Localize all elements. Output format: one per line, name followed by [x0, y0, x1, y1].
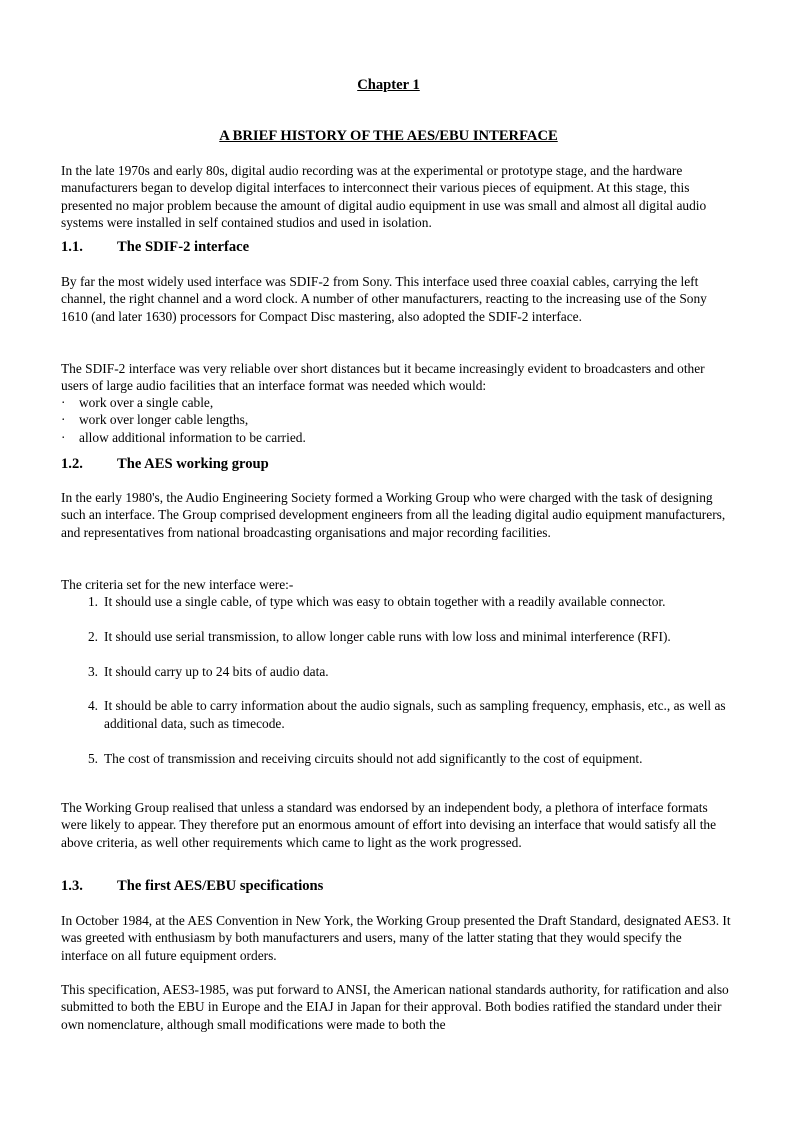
criteria-item [61, 663, 731, 680]
aes3-ratification-paragraph: This specification, AES3-1985, was put forward to ANSI, the American national standards authority, for ratification and also submitted to both the EBU in Europe and the EIAJ in Japan for their approval. Both bodies ratified the standard under their own nomenclature, although small modifications were made to both the [61, 982, 729, 1032]
section-number: 1.3. [61, 878, 83, 894]
bullet-marker: · [61, 429, 66, 445]
section-number: 1.1. [61, 239, 83, 255]
bullet-marker: · [61, 412, 66, 428]
list-item [61, 411, 731, 428]
criteria-number: 4. [87, 698, 98, 714]
section-number: 1.2. [61, 456, 83, 472]
criteria-number: 2. [87, 628, 98, 644]
criteria-text: The cost of transmission and receiving circuits should not add significantly to the cost of equipment. [104, 750, 643, 766]
criteria-list [61, 593, 731, 784]
list-item-text: allow additional information to be carried. [79, 429, 306, 445]
document-title: A BRIEF HISTORY OF THE AES/EBU INTERFACE [219, 128, 558, 144]
requirements-list [61, 394, 731, 446]
sdif2-paragraph: By far the most widely used interface was SDIF-2 from Sony. This interface used three coaxial cables, carrying the left channel, the right channel and a word clock. A number of other manufacturers, reacting to the increasing use of the Sony 1610 (and later 1630) processors for Compact Disc mastering, also adopted the SDIF-2 interface. [61, 274, 707, 324]
criteria-intro: The criteria set for the new interface were:- [61, 577, 294, 592]
section-heading-1-1 [61, 238, 731, 256]
list-item-text: work over a single cable, [79, 395, 214, 410]
intro-paragraph: In the late 1970s and early 80s, digital audio recording was at the experimental or prototype stage, and the hardware manufacturers began to develop digital interfaces to interconnect their various pieces of equipment. At this stage, this presented no major problem because the amount of digital audio equipment in use was small and almost all digital audio systems were installed in self contained studios and used in isolation. [61, 163, 707, 231]
sdif2-reliability-paragraph: The SDIF-2 interface was very reliable over short distances but it became increasingly evident to broadcasters and other users of large audio facilities that an interface format was needed which would: [61, 361, 705, 394]
aes3-draft-paragraph: In October 1984, at the AES Convention in New York, the Working Group presented the Draft Standard, designated AES3. It was greeted with enthusiasm by both manufacturers and users, many of the latter stating that they would specify the interface on all future equipment orders. [61, 913, 731, 963]
criteria-item [61, 593, 731, 610]
section-title: The SDIF-2 interface [117, 239, 250, 255]
criteria-number: 1. [87, 594, 98, 609]
criteria-item [61, 697, 731, 732]
working-group-paragraph: In the early 1980's, the Audio Engineering Society formed a Working Group who were charged with the task of designing such an interface. The Group comprised development engineers from all the leading digital audio equipment manufacturers, and representatives from national broadcasting organisations and major recording facilities. [61, 490, 726, 540]
chapter-title: Chapter 1 [357, 77, 420, 93]
section-title: The first AES/EBU specifications [117, 878, 324, 894]
criteria-text: It should be able to carry information about the audio signals, such as sampling frequency, emphasis, etc., as well as additional data, such as timecode. [104, 698, 726, 731]
list-item [61, 429, 731, 446]
list-item [61, 394, 731, 411]
criteria-text: It should carry up to 24 bits of audio data. [104, 663, 329, 679]
section-heading-1-3 [61, 877, 731, 895]
criteria-number: 5. [87, 750, 98, 766]
criteria-number: 3. [87, 663, 98, 679]
list-item-text: work over longer cable lengths, [79, 412, 249, 428]
bullet-marker: · [61, 395, 66, 410]
criteria-text: It should use serial transmission, to allow longer cable runs with low loss and minimal interference (RFI). [104, 628, 671, 644]
criteria-item [61, 628, 731, 645]
section-heading-1-2 [61, 455, 731, 473]
section-title: The AES working group [117, 456, 269, 472]
criteria-item [61, 750, 731, 767]
criteria-text: It should use a single cable, of type which was easy to obtain together with a readily available connector. [104, 594, 666, 609]
working-group-outcome-paragraph: The Working Group realised that unless a standard was endorsed by an independent body, a plethora of interface formats were likely to appear. They therefore put an enormous amount of effort into devising an interface that would satisfy all the above criteria, as well other requirements which came to light as the work progressed. [61, 800, 717, 850]
